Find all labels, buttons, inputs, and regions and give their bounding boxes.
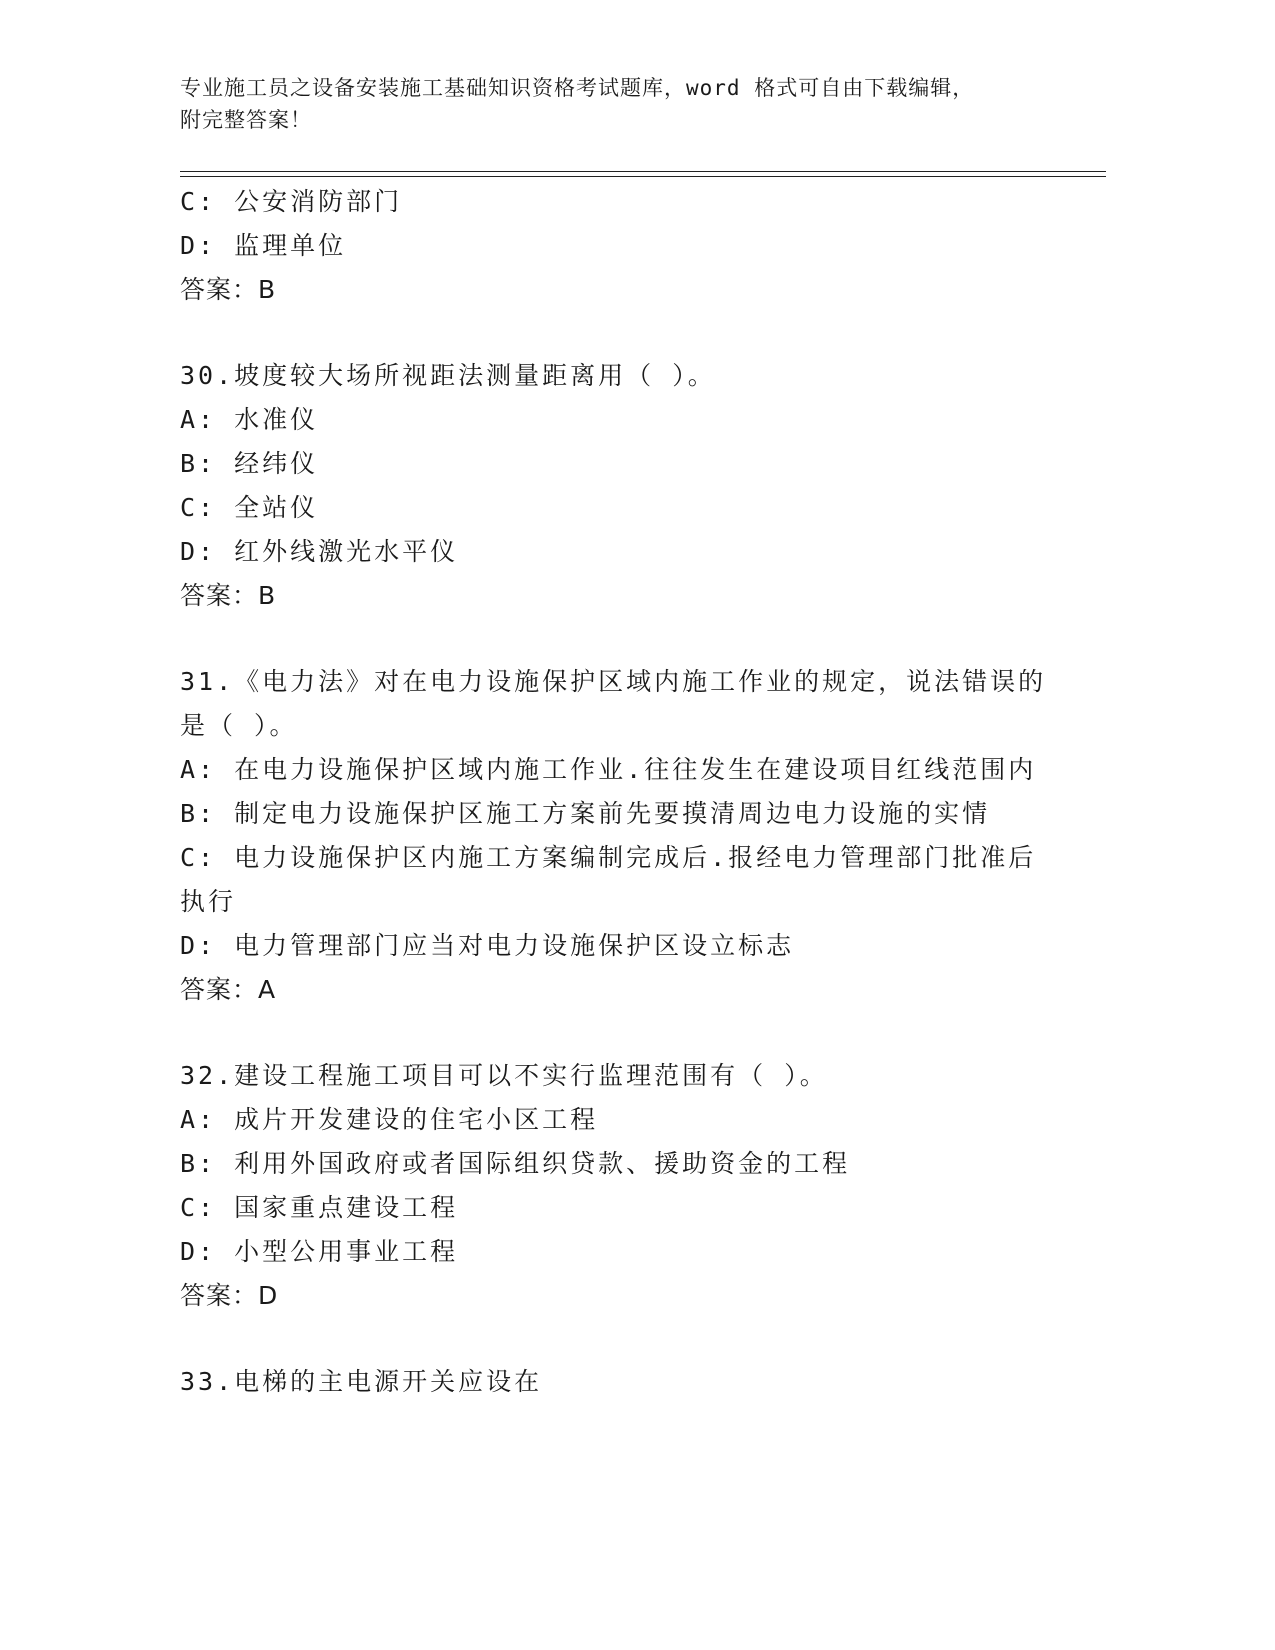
question-stem: 30.坡度较大场所视距法测量距离用（ ）。: [180, 361, 716, 390]
question-stem: 32.建设工程施工项目可以不实行监理范围有（ ）。: [180, 1061, 828, 1090]
spacer: [180, 312, 1040, 354]
option-b: B: 利用外国政府或者国际组织贷款、援助资金的工程: [180, 1149, 851, 1178]
question-stem: 33.电梯的主电源开关应设在: [180, 1367, 543, 1396]
spacer: [180, 1012, 1040, 1054]
header-line-2: 附完整答案！: [180, 108, 312, 132]
spacer: [180, 1318, 1040, 1360]
option-d: D: 红外线激光水平仪: [180, 537, 459, 566]
header-rule-top: [180, 171, 1106, 172]
question-stem-line-1: 31.《电力法》对在电力设施保护区域内施工作业的规定，说法错误的: [180, 667, 1047, 696]
document-header: [180, 72, 1080, 136]
option-c: C: 电力设施保护区内施工方案编制完成后.报经电力管理部门批准后: [180, 843, 1037, 872]
option-d: D: 电力管理部门应当对电力设施保护区设立标志: [180, 931, 795, 960]
question-list: [180, 180, 1047, 1404]
question-32: [180, 1054, 1040, 1318]
question-29-continued: [180, 180, 1040, 312]
option-b: B: 经纬仪: [180, 449, 319, 478]
question-33: [180, 1360, 1040, 1404]
question-stem-line-2: 是（ ）。: [180, 711, 298, 740]
option-a: A: 成片开发建设的住宅小区工程: [180, 1105, 599, 1134]
option-c-continued: 执行: [180, 887, 237, 916]
spacer: [180, 618, 1040, 660]
answer-line: 答案：B: [180, 275, 277, 304]
option-c: C: 全站仪: [180, 493, 319, 522]
option-a: A: 水准仪: [180, 405, 319, 434]
option-d: D: 监理单位: [180, 231, 347, 260]
header-line-1: 专业施工员之设备安装施工基础知识资格考试题库，word 格式可自由下载编辑，: [180, 76, 975, 100]
option-c: C: 公安消防部门: [180, 187, 403, 216]
answer-line: 答案：A: [180, 975, 277, 1004]
answer-line: 答案：B: [180, 581, 277, 610]
question-31: [180, 660, 1047, 1012]
header-rule-bottom: [180, 176, 1106, 177]
option-c: C: 国家重点建设工程: [180, 1193, 459, 1222]
option-b: B: 制定电力设施保护区施工方案前先要摸清周边电力设施的实情: [180, 799, 991, 828]
option-d: D: 小型公用事业工程: [180, 1237, 459, 1266]
option-a: A: 在电力设施保护区域内施工作业.往往发生在建设项目红线范围内: [180, 755, 1037, 784]
answer-line: 答案：D: [180, 1281, 279, 1310]
question-30: [180, 354, 1040, 618]
